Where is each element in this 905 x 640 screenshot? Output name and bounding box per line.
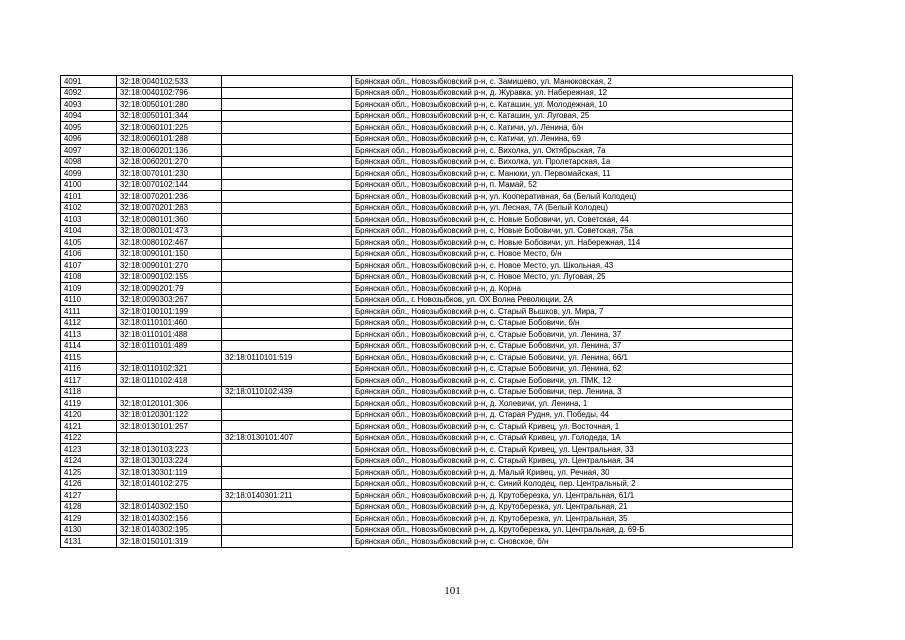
- table-row: [61, 398, 793, 410]
- row-number-cell: 4129: [61, 513, 117, 525]
- table-row: [61, 490, 793, 502]
- cadastral-number-cell: 32:18:0060101:225: [117, 122, 222, 134]
- row-number-cell: 4106: [61, 248, 117, 260]
- table-row: [61, 340, 793, 352]
- cadastral-number-cell: 32:18:0090101:150: [117, 248, 222, 260]
- cadastral-number-cell: 32:18:0060201:136: [117, 145, 222, 157]
- address-cell: Брянская обл., Новозыбковский р-н, с. Каташин, ул. Луговая, 25: [352, 110, 793, 122]
- row-number-cell: 4102: [61, 202, 117, 214]
- cadastral-number-cell: [117, 490, 222, 502]
- cadastral-number-alt-cell: [222, 478, 352, 490]
- address-cell: Брянская обл., Новозыбковский р-н, д. Малый Кривец, ул. Речная, 30: [352, 467, 793, 479]
- table-row: [61, 432, 793, 444]
- address-cell: Брянская обл., Новозыбковский р-н, с. Новые Бобовичи, ул. Советская, 75а: [352, 225, 793, 237]
- table-row: [61, 317, 793, 329]
- cadastral-number-alt-cell: [222, 225, 352, 237]
- cadastral-number-alt-cell: 32:18:0130101:407: [222, 432, 352, 444]
- cadastral-number-cell: 32:18:0140102:275: [117, 478, 222, 490]
- address-cell: Брянская обл., Новозыбковский р-н, с. Старый Вышков, ул. Мира, 7: [352, 306, 793, 318]
- registry-table: [60, 75, 793, 548]
- table-row: [61, 168, 793, 180]
- table-row: [61, 409, 793, 421]
- cadastral-number-alt-cell: [222, 363, 352, 375]
- cadastral-number-alt-cell: [222, 375, 352, 387]
- row-number-cell: 4111: [61, 306, 117, 318]
- row-number-cell: 4096: [61, 133, 117, 145]
- table-row: [61, 133, 793, 145]
- table-row: [61, 283, 793, 295]
- table-row: [61, 271, 793, 283]
- table-row: [61, 202, 793, 214]
- table-row: [61, 214, 793, 226]
- cadastral-number-cell: 32:18:0090101:270: [117, 260, 222, 272]
- cadastral-number-alt-cell: [222, 306, 352, 318]
- row-number-cell: 4113: [61, 329, 117, 341]
- cadastral-number-cell: 32:18:0040102:533: [117, 76, 222, 88]
- cadastral-number-cell: 32:18:0130301:119: [117, 467, 222, 479]
- table-row: [61, 513, 793, 525]
- cadastral-number-cell: [117, 432, 222, 444]
- cadastral-number-alt-cell: [222, 122, 352, 134]
- cadastral-number-alt-cell: [222, 202, 352, 214]
- table-row: [61, 478, 793, 490]
- row-number-cell: 4103: [61, 214, 117, 226]
- address-cell: Брянская обл., Новозыбковский р-н, с. Катичи, ул. Ленина, б/н: [352, 122, 793, 134]
- address-cell: Брянская обл., Новозыбковский р-н, с. Новое Место, б/н: [352, 248, 793, 260]
- cadastral-number-alt-cell: [222, 214, 352, 226]
- row-number-cell: 4094: [61, 110, 117, 122]
- row-number-cell: 4131: [61, 536, 117, 548]
- cadastral-number-alt-cell: [222, 179, 352, 191]
- row-number-cell: 4109: [61, 283, 117, 295]
- table-row: [61, 352, 793, 364]
- address-cell: Брянская обл., Новозыбковский р-н, с. Замишево, ул. Манюковская, 2: [352, 76, 793, 88]
- cadastral-number-alt-cell: [222, 536, 352, 548]
- cadastral-number-cell: [117, 386, 222, 398]
- cadastral-number-alt-cell: [222, 340, 352, 352]
- cadastral-number-alt-cell: [222, 99, 352, 111]
- cadastral-number-cell: 32:18:0120301:122: [117, 409, 222, 421]
- cadastral-number-cell: 32:18:0070201:236: [117, 191, 222, 203]
- cadastral-number-cell: 32:18:0110101:460: [117, 317, 222, 329]
- cadastral-number-cell: 32:18:0080101:360: [117, 214, 222, 226]
- table-row: [61, 248, 793, 260]
- row-number-cell: 4095: [61, 122, 117, 134]
- address-cell: Брянская обл., Новозыбковский р-н, д. Крутоберезка, ул. Центральная, 35: [352, 513, 793, 525]
- cadastral-number-cell: 32:18:0090303:267: [117, 294, 222, 306]
- table-row: [61, 536, 793, 548]
- row-number-cell: 4121: [61, 421, 117, 433]
- table-row: [61, 76, 793, 88]
- cadastral-number-alt-cell: [222, 317, 352, 329]
- address-cell: Брянская обл., Новозыбковский р-н, с. Каташин, ул. Молодежная, 10: [352, 99, 793, 111]
- row-number-cell: 4091: [61, 76, 117, 88]
- cadastral-number-alt-cell: [222, 168, 352, 180]
- address-cell: Брянская обл., Новозыбковский р-н, с. Старые Бобовичи, ул. Ленина, 37: [352, 329, 793, 341]
- row-number-cell: 4123: [61, 444, 117, 456]
- cadastral-number-cell: 32:18:0070102:144: [117, 179, 222, 191]
- cadastral-number-cell: 32:18:0090201:79: [117, 283, 222, 295]
- address-cell: Брянская обл., Новозыбковский р-н, с. Вихолка, ул. Пролетарская, 1а: [352, 156, 793, 168]
- address-cell: Брянская обл., Новозыбковский р-н, с. Старые Бобовичи, ул. ПМК, 12: [352, 375, 793, 387]
- table-row: [61, 179, 793, 191]
- cadastral-number-alt-cell: [222, 248, 352, 260]
- address-cell: Брянская обл., г. Новозыбков, ул. ОХ Волна Революции, 2А: [352, 294, 793, 306]
- address-cell: Брянская обл., Новозыбковский р-н, с. Новое Место, ул. Школьная, 43: [352, 260, 793, 272]
- row-number-cell: 4098: [61, 156, 117, 168]
- row-number-cell: 4101: [61, 191, 117, 203]
- cadastral-number-cell: 32:18:0110102:418: [117, 375, 222, 387]
- address-cell: Брянская обл., Новозыбковский р-н, ул. Лесная, 7А (Белый Колодец): [352, 202, 793, 214]
- table-row: [61, 444, 793, 456]
- row-number-cell: 4114: [61, 340, 117, 352]
- address-cell: Брянская обл., Новозыбковский р-н, с. Старые Бобовичи, б/н: [352, 317, 793, 329]
- address-cell: Брянская обл., Новозыбковский р-н, д. Холевичи, ул. Ленина, 1: [352, 398, 793, 410]
- row-number-cell: 4127: [61, 490, 117, 502]
- cadastral-number-cell: 32:18:0060101:288: [117, 133, 222, 145]
- row-number-cell: 4119: [61, 398, 117, 410]
- row-number-cell: 4122: [61, 432, 117, 444]
- row-number-cell: 4105: [61, 237, 117, 249]
- cadastral-number-alt-cell: [222, 283, 352, 295]
- table-row: [61, 122, 793, 134]
- cadastral-number-cell: 32:18:0060201:270: [117, 156, 222, 168]
- row-number-cell: 4120: [61, 409, 117, 421]
- cadastral-number-alt-cell: [222, 145, 352, 157]
- table-row: [61, 225, 793, 237]
- cadastral-number-cell: 32:18:0110101:489: [117, 340, 222, 352]
- address-cell: Брянская обл., Новозыбковский р-н, с. Старые Бобовичи, ул. Ленина, 66/1: [352, 352, 793, 364]
- address-cell: Брянская обл., Новозыбковский р-н, с. Старый Кривец, ул. Центральная, 33: [352, 444, 793, 456]
- address-cell: Брянская обл., Новозыбковский р-н, с. Старый Кривец, ул. Восточная, 1: [352, 421, 793, 433]
- address-cell: Брянская обл., Новозыбковский р-н, с. Сновское, б/н: [352, 536, 793, 548]
- table-row: [61, 260, 793, 272]
- row-number-cell: 4126: [61, 478, 117, 490]
- cadastral-number-alt-cell: [222, 76, 352, 88]
- cadastral-number-cell: 32:18:0120101:306: [117, 398, 222, 410]
- cadastral-number-alt-cell: [222, 87, 352, 99]
- table-row: [61, 191, 793, 203]
- table-row: [61, 375, 793, 387]
- table-row: [61, 87, 793, 99]
- address-cell: Брянская обл., Новозыбковский р-н, с. Старый Кривец, ул. Центральная, 34: [352, 455, 793, 467]
- address-cell: Брянская обл., Новозыбковский р-н, д. Крутоберезка, ул. Центральная, д. 69-Б: [352, 524, 793, 536]
- cadastral-number-cell: 32:18:0110102:321: [117, 363, 222, 375]
- row-number-cell: 4118: [61, 386, 117, 398]
- cadastral-number-cell: 32:18:0050101:280: [117, 99, 222, 111]
- table-row: [61, 237, 793, 249]
- cadastral-number-cell: 32:18:0080102:467: [117, 237, 222, 249]
- address-cell: Брянская обл., Новозыбковский р-н, с. Старые Бобовичи, ул. Ленина, 62: [352, 363, 793, 375]
- table-row: [61, 329, 793, 341]
- cadastral-number-alt-cell: [222, 271, 352, 283]
- table-row: [61, 455, 793, 467]
- address-cell: Брянская обл., Новозыбковский р-н, с. Катичи, ул. Ленина, 69: [352, 133, 793, 145]
- table-row: [61, 501, 793, 513]
- cadastral-number-cell: 32:18:0050101:344: [117, 110, 222, 122]
- cadastral-number-alt-cell: [222, 524, 352, 536]
- registry-table-body: [61, 76, 793, 548]
- cadastral-number-cell: [117, 352, 222, 364]
- row-number-cell: 4092: [61, 87, 117, 99]
- cadastral-number-alt-cell: [222, 421, 352, 433]
- address-cell: Брянская обл., Новозыбковский р-н, с. Вихолка, ул. Октябрьская, 7а: [352, 145, 793, 157]
- cadastral-number-alt-cell: [222, 329, 352, 341]
- address-cell: Брянская обл., Новозыбковский р-н, с. Старые Бобовичи, ул. Ленина, 37: [352, 340, 793, 352]
- address-cell: Брянская обл., Новозыбковский р-н, с. Новые Бобовичи, ул. Набережная, 114: [352, 237, 793, 249]
- row-number-cell: 4117: [61, 375, 117, 387]
- cadastral-number-cell: 32:18:0140302:156: [117, 513, 222, 525]
- cadastral-number-cell: 32:18:0140302:150: [117, 501, 222, 513]
- address-cell: Брянская обл., Новозыбковский р-н, п. Мамай, 52: [352, 179, 793, 191]
- table-row: [61, 99, 793, 111]
- cadastral-number-alt-cell: [222, 398, 352, 410]
- cadastral-number-alt-cell: [222, 294, 352, 306]
- cadastral-number-cell: 32:18:0080101:473: [117, 225, 222, 237]
- table-row: [61, 156, 793, 168]
- cadastral-number-alt-cell: 32:18:0110102:439: [222, 386, 352, 398]
- cadastral-number-alt-cell: [222, 467, 352, 479]
- row-number-cell: 4130: [61, 524, 117, 536]
- cadastral-number-cell: 32:18:0100101:199: [117, 306, 222, 318]
- address-cell: Брянская обл., Новозыбковский р-н, д. Крутоберезка, ул. Центральная, 21: [352, 501, 793, 513]
- address-cell: Брянская обл., Новозыбковский р-н, с. Новое Место, ул. Луговая, 25: [352, 271, 793, 283]
- cadastral-number-cell: 32:18:0070201:283: [117, 202, 222, 214]
- row-number-cell: 4110: [61, 294, 117, 306]
- address-cell: Брянская обл., Новозыбковский р-н, д. Крутоберезка, ул. Центральная, 61/1: [352, 490, 793, 502]
- row-number-cell: 4104: [61, 225, 117, 237]
- cadastral-number-alt-cell: [222, 444, 352, 456]
- cadastral-number-cell: 32:18:0130101:257: [117, 421, 222, 433]
- row-number-cell: 4116: [61, 363, 117, 375]
- address-cell: Брянская обл., Новозыбковский р-н, д. Старая Рудня, ул. Победы, 44: [352, 409, 793, 421]
- cadastral-number-alt-cell: [222, 156, 352, 168]
- cadastral-number-alt-cell: [222, 133, 352, 145]
- cadastral-number-alt-cell: [222, 455, 352, 467]
- row-number-cell: 4128: [61, 501, 117, 513]
- address-cell: Брянская обл., Новозыбковский р-н, с. Новые Бобовичи, ул. Советская, 44: [352, 214, 793, 226]
- address-cell: Брянская обл., Новозыбковский р-н, д. Журавка, ул. Набережная, 12: [352, 87, 793, 99]
- table-row: [61, 363, 793, 375]
- address-cell: Брянская обл., Новозыбковский р-н, с. Синий Колодец, пер. Центральный, 2: [352, 478, 793, 490]
- cadastral-number-alt-cell: [222, 501, 352, 513]
- cadastral-number-cell: 32:18:0150101:319: [117, 536, 222, 548]
- cadastral-number-cell: 32:18:0040102:796: [117, 87, 222, 99]
- cadastral-number-cell: 32:18:0110101:488: [117, 329, 222, 341]
- table-row: [61, 421, 793, 433]
- table-row: [61, 110, 793, 122]
- row-number-cell: 4124: [61, 455, 117, 467]
- table-row: [61, 294, 793, 306]
- cadastral-number-alt-cell: [222, 409, 352, 421]
- cadastral-number-alt-cell: [222, 110, 352, 122]
- row-number-cell: 4093: [61, 99, 117, 111]
- address-cell: Брянская обл., Новозыбковский р-н, д. Корна: [352, 283, 793, 295]
- row-number-cell: 4112: [61, 317, 117, 329]
- row-number-cell: 4115: [61, 352, 117, 364]
- cadastral-number-cell: 32:18:0070101:230: [117, 168, 222, 180]
- row-number-cell: 4100: [61, 179, 117, 191]
- table-row: [61, 386, 793, 398]
- cadastral-number-alt-cell: [222, 237, 352, 249]
- row-number-cell: 4099: [61, 168, 117, 180]
- cadastral-number-alt-cell: [222, 191, 352, 203]
- address-cell: Брянская обл., Новозыбковский р-н, с. Старый Кривец, ул. Голодеда, 1А: [352, 432, 793, 444]
- cadastral-number-alt-cell: 32:18:0110101:519: [222, 352, 352, 364]
- row-number-cell: 4125: [61, 467, 117, 479]
- cadastral-number-cell: 32:18:0130103:224: [117, 455, 222, 467]
- table-row: [61, 306, 793, 318]
- cadastral-number-cell: 32:18:0140302:195: [117, 524, 222, 536]
- address-cell: Брянская обл., Новозыбковский р-н, ул. Кооперативная, 6а (Белый Колодец): [352, 191, 793, 203]
- table-row: [61, 145, 793, 157]
- cadastral-number-alt-cell: 32:18:0140301:211: [222, 490, 352, 502]
- address-cell: Брянская обл., Новозыбковский р-н, с. Старые Бобовичи, пер. Ленина, 3: [352, 386, 793, 398]
- row-number-cell: 4097: [61, 145, 117, 157]
- row-number-cell: 4108: [61, 271, 117, 283]
- address-cell: Брянская обл., Новозыбковский р-н, с. Манюки, ул. Первомайская, 11: [352, 168, 793, 180]
- cadastral-number-cell: 32:18:0090102:155: [117, 271, 222, 283]
- cadastral-number-alt-cell: [222, 513, 352, 525]
- row-number-cell: 4107: [61, 260, 117, 272]
- table-row: [61, 524, 793, 536]
- table-row: [61, 467, 793, 479]
- cadastral-number-cell: 32:18:0130103:223: [117, 444, 222, 456]
- page-number: 101: [444, 585, 461, 597]
- cadastral-number-alt-cell: [222, 260, 352, 272]
